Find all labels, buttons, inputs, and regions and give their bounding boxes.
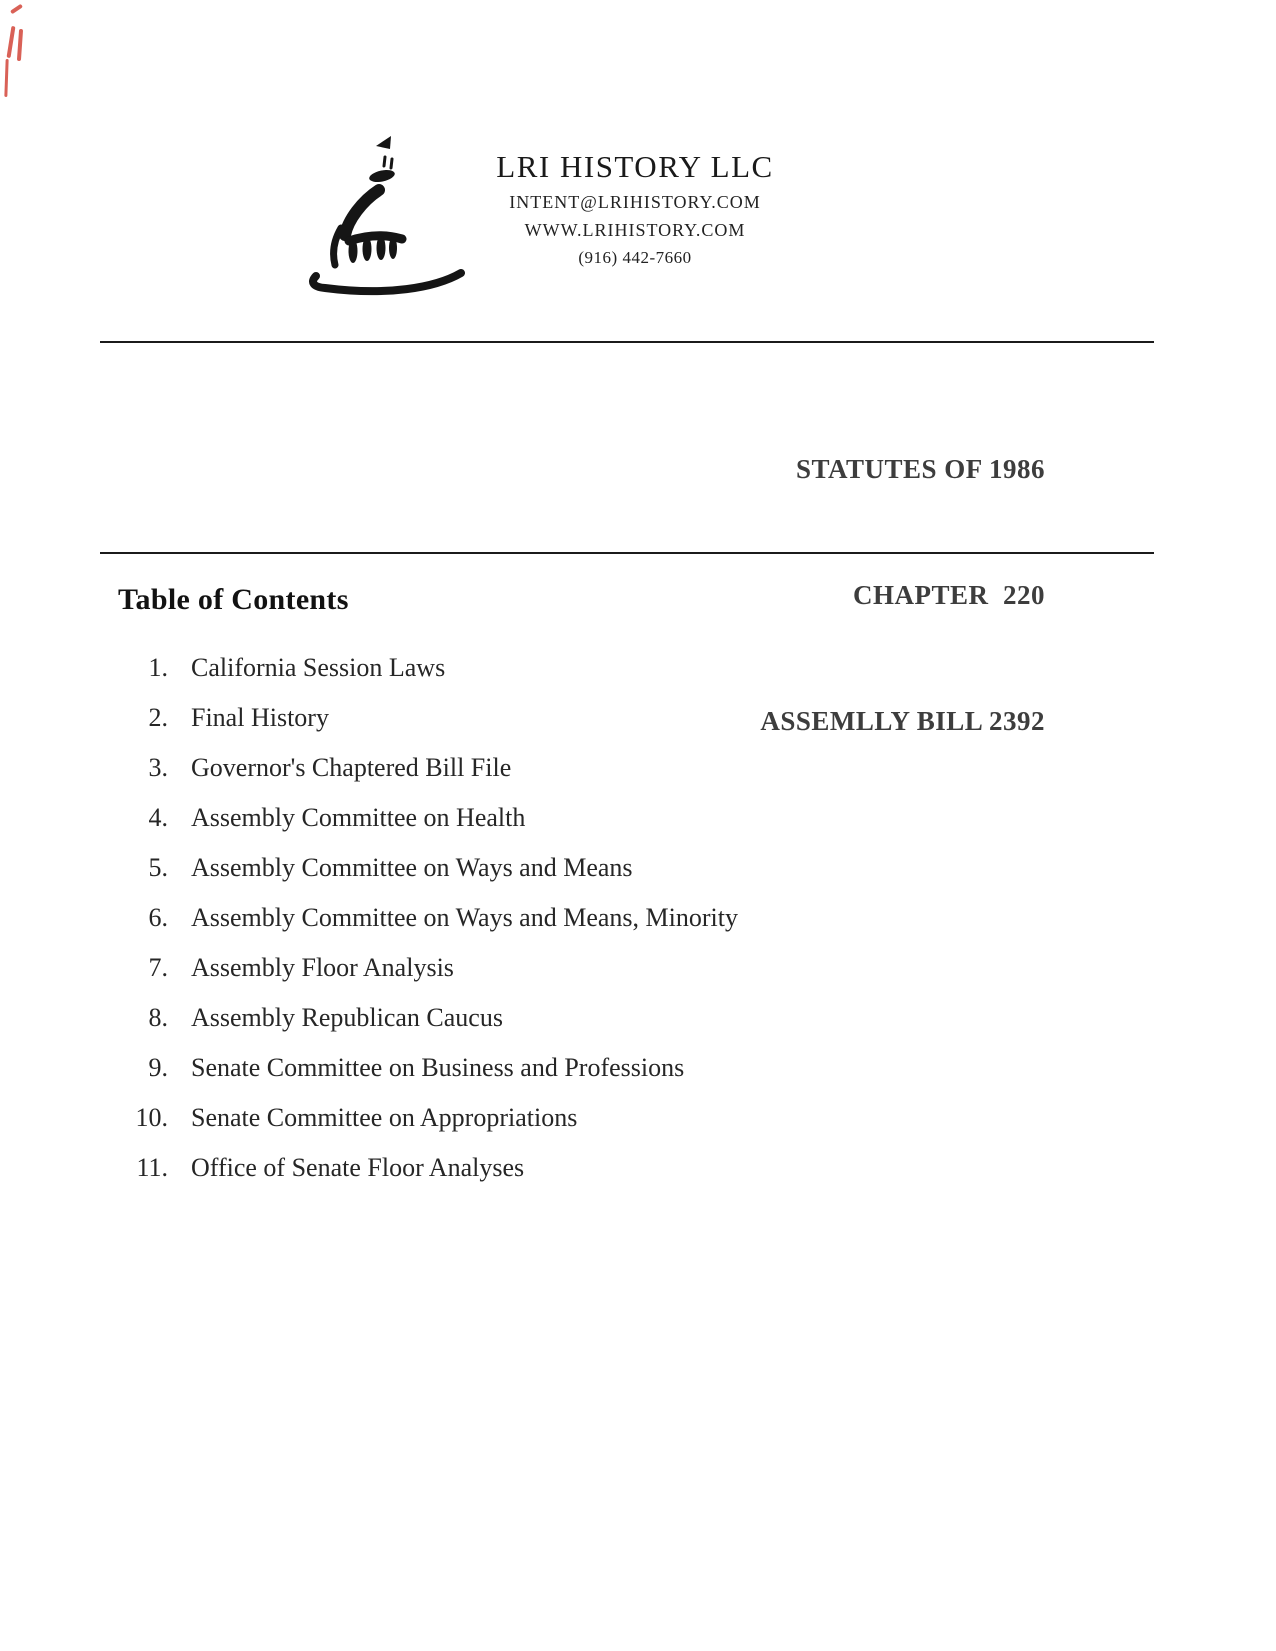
toc-item-label: Assembly Committee on Health <box>191 803 526 832</box>
toc-item-label: California Session Laws <box>191 653 446 682</box>
toc-item-number: 8. <box>148 1003 168 1032</box>
red-ink-mark <box>4 59 8 97</box>
company-website: WWW.LRIHISTORY.COM <box>524 220 746 240</box>
toc-item <box>0 1002 1100 1033</box>
toc-item <box>0 652 1100 683</box>
toc-item <box>0 1052 1100 1083</box>
toc-item <box>0 902 1100 933</box>
toc-item-number: 1. <box>148 653 168 682</box>
toc-item <box>0 802 1100 833</box>
toc-item-label: Assembly Republican Caucus <box>191 1003 503 1032</box>
company-email: INTENT@LRIHISTORY.COM <box>509 192 761 212</box>
toc-item-label: Assembly Committee on Ways and Means <box>191 853 633 882</box>
toc-item <box>0 852 1100 883</box>
statutes-line: STATUTES OF 1986 <box>795 454 1045 484</box>
toc-item-label: Senate Committee on Business and Professions <box>191 1053 685 1082</box>
red-ink-mark <box>10 4 23 15</box>
toc-item-label: Assembly Committee on Ways and Means, Minority <box>191 903 738 932</box>
toc-item-label: Assembly Floor Analysis <box>191 953 454 982</box>
chapter-line: CHAPTER 220 <box>852 580 1045 610</box>
company-name: LRI HISTORY LLC <box>496 149 774 184</box>
toc-item <box>0 1102 1100 1133</box>
toc-item-number: 3. <box>148 753 168 782</box>
company-phone: (916) 442-7660 <box>578 248 692 267</box>
toc-item-label: Senate Committee on Appropriations <box>191 1103 578 1132</box>
horizontal-rule-bottom <box>100 552 1154 554</box>
toc-item-number: 10. <box>135 1103 168 1132</box>
toc-item-number: 7. <box>148 953 168 982</box>
toc-item <box>0 752 1100 783</box>
assembly-bill-line: ASSEMLLY BILL 2392 <box>760 706 1045 736</box>
toc-item-label: Office of Senate Floor Analyses <box>191 1153 525 1182</box>
toc-item-number: 5. <box>148 853 168 882</box>
toc-list <box>0 652 1100 1202</box>
toc-item <box>0 1152 1100 1183</box>
toc-item-number: 9. <box>148 1053 168 1082</box>
red-ink-mark <box>7 26 16 58</box>
toc-item-label: Final History <box>191 703 329 732</box>
horizontal-rule-top <box>100 341 1154 343</box>
toc-item-label: Governor's Chaptered Bill File <box>191 753 512 782</box>
toc-heading: Table of Contents <box>118 583 349 616</box>
company-contact-block <box>440 146 830 272</box>
toc-item-number: 6. <box>148 903 168 932</box>
toc-item <box>0 702 1100 733</box>
toc-item-number: 11. <box>136 1153 168 1182</box>
toc-item-number: 2. <box>148 703 168 732</box>
red-ink-mark <box>17 29 23 61</box>
toc-item-number: 4. <box>148 803 168 832</box>
toc-item <box>0 952 1100 983</box>
